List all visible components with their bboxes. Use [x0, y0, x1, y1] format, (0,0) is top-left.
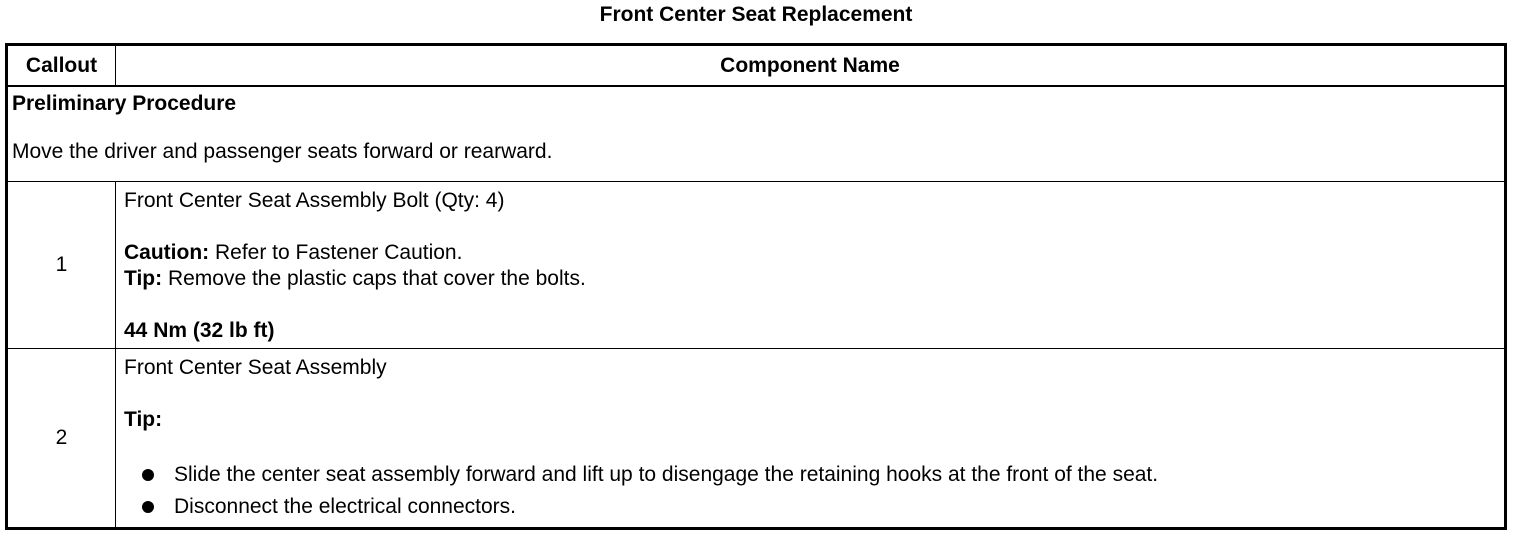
- header-row: [7, 45, 1506, 87]
- component-name: Front Center Seat Assembly: [124, 356, 387, 379]
- list-item: [140, 459, 1496, 491]
- table-row: [7, 349, 1506, 529]
- preliminary-heading: Preliminary Procedure: [12, 92, 237, 115]
- table-row: [7, 182, 1506, 349]
- bullet-icon: [142, 501, 154, 513]
- page-title: Front Center Seat Replacement: [599, 3, 913, 26]
- caution-text: Refer to Fastener Caution.: [209, 241, 463, 264]
- torque-spec: 44 Nm (32 lb ft): [124, 319, 275, 342]
- component-name: Front Center Seat Assembly Bolt (Qty: 4): [124, 189, 505, 212]
- tip-text: Remove the plastic caps that cover the bolts.: [162, 267, 586, 290]
- tip-label: Tip:: [124, 267, 163, 290]
- bullet-text: Disconnect the electrical connectors.: [174, 495, 516, 518]
- component-cell: [116, 182, 1506, 349]
- preliminary-cell: [7, 86, 1506, 182]
- callout-number: 1: [7, 182, 116, 349]
- caution-label: Caution:: [124, 241, 210, 264]
- tip-bullet-list: [124, 459, 1496, 523]
- callout-column-header: Callout: [7, 45, 116, 87]
- caution-line: [124, 240, 1496, 266]
- bullet-text: Slide the center seat assembly forward and lift up to disengage the retaining hooks at the front of the seat.: [174, 463, 1159, 486]
- list-item: [140, 491, 1496, 523]
- component-column-header: Component Name: [116, 45, 1506, 87]
- tip-label: Tip:: [124, 408, 163, 431]
- component-cell: [116, 349, 1506, 529]
- callout-number: 2: [7, 349, 116, 529]
- preliminary-text: Move the driver and passenger seats forward or rearward.: [12, 140, 553, 163]
- bullet-icon: [142, 469, 154, 481]
- preliminary-row: [7, 86, 1506, 182]
- tip-line: [124, 266, 1496, 292]
- procedure-table: [5, 43, 1507, 530]
